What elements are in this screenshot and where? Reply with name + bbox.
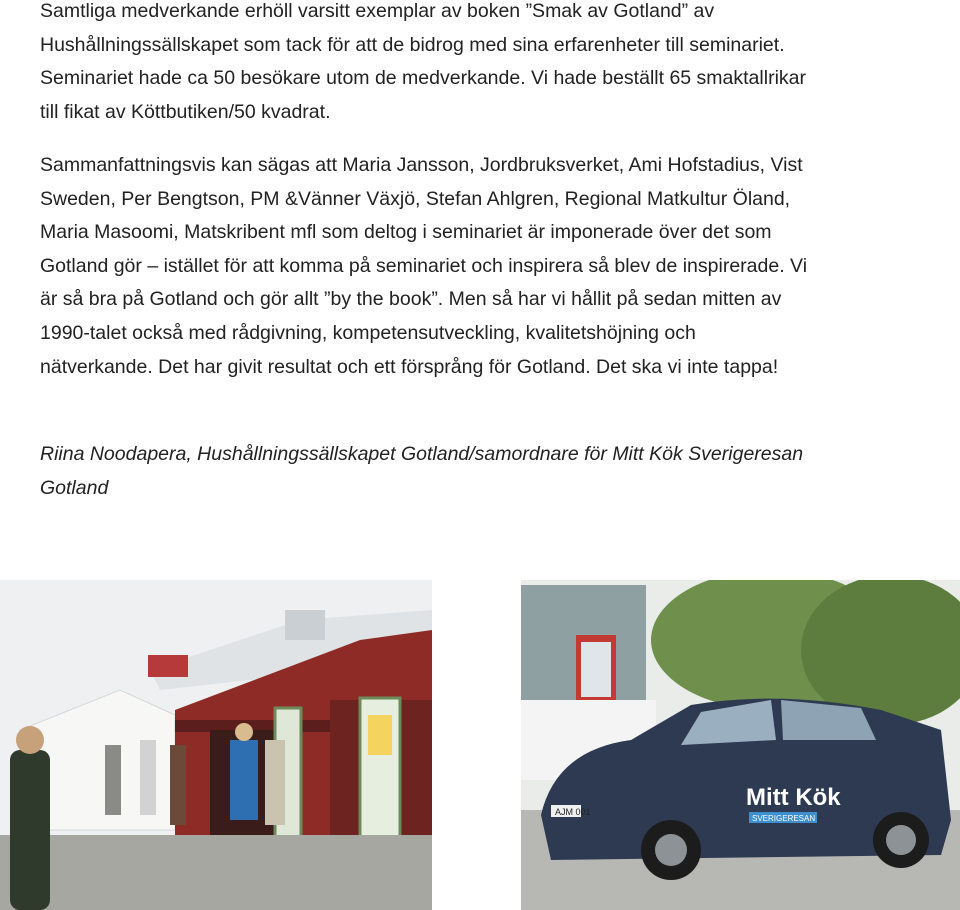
text-line: Samtliga medverkande erhöll varsitt exemplar av boken ”Smak av Gotland” av	[40, 0, 715, 22]
text-line: till fikat av Köttbutiken/50 kvadrat.	[40, 100, 331, 123]
text-line: nätverkande. Det har givit resultat och ett försprång för Gotland. Det ska vi inte tappa!	[40, 355, 779, 378]
paragraph-seminar-summary	[40, 0, 945, 129]
text-line: Gotland gör – istället för att komma på seminariet och inspirera så blev de inspirerade. Vi	[40, 254, 808, 277]
car-logo-main: Mitt Kök	[746, 784, 841, 811]
text-line: Sweden, Per Bengtson, PM &Vänner Växjö, Stefan Ahlgren, Regional Matkultur Öland,	[40, 187, 791, 210]
car-scene-illustration	[521, 580, 960, 910]
paragraph-conclusion	[40, 149, 945, 384]
harbour-scene-illustration	[0, 580, 432, 910]
text-line: Sammanfattningsvis kan sägas att Maria Jansson, Jordbruksverket, Ami Hofstadius, Vist	[40, 154, 803, 176]
text-line: 1990-talet också med rådgivning, kompetensutveckling, kvalitetshöjning och	[40, 321, 696, 344]
photo-harbour-sheds	[0, 580, 432, 910]
text-line: är så bra på Gotland och gör allt ”by the book”. Men så har vi hållit på sedan mitten av	[40, 288, 782, 311]
text-line: Hushållningssällskapet som tack för att de bidrog med sina erfarenheter till seminariet.	[40, 33, 785, 56]
text-line: Seminariet hade ca 50 besökare utom de medverkande. Vi hade beställt 65 smaktallrikar	[40, 67, 806, 90]
signature-line: Gotland	[40, 476, 109, 499]
license-plate: AJM 001	[555, 807, 591, 817]
car-logo-sub: SVERIGERESAN	[752, 814, 816, 823]
photo-mitt-kok-car	[521, 580, 960, 910]
text-line: Maria Masoomi, Matskribent mfl som deltog i seminariet är imponerade över det som	[40, 221, 772, 244]
signature-line: Riina Noodapera, Hushållningssällskapet Gotland/samordnare för Mitt Kök Sverigeresan	[40, 443, 804, 465]
signature	[40, 438, 945, 505]
